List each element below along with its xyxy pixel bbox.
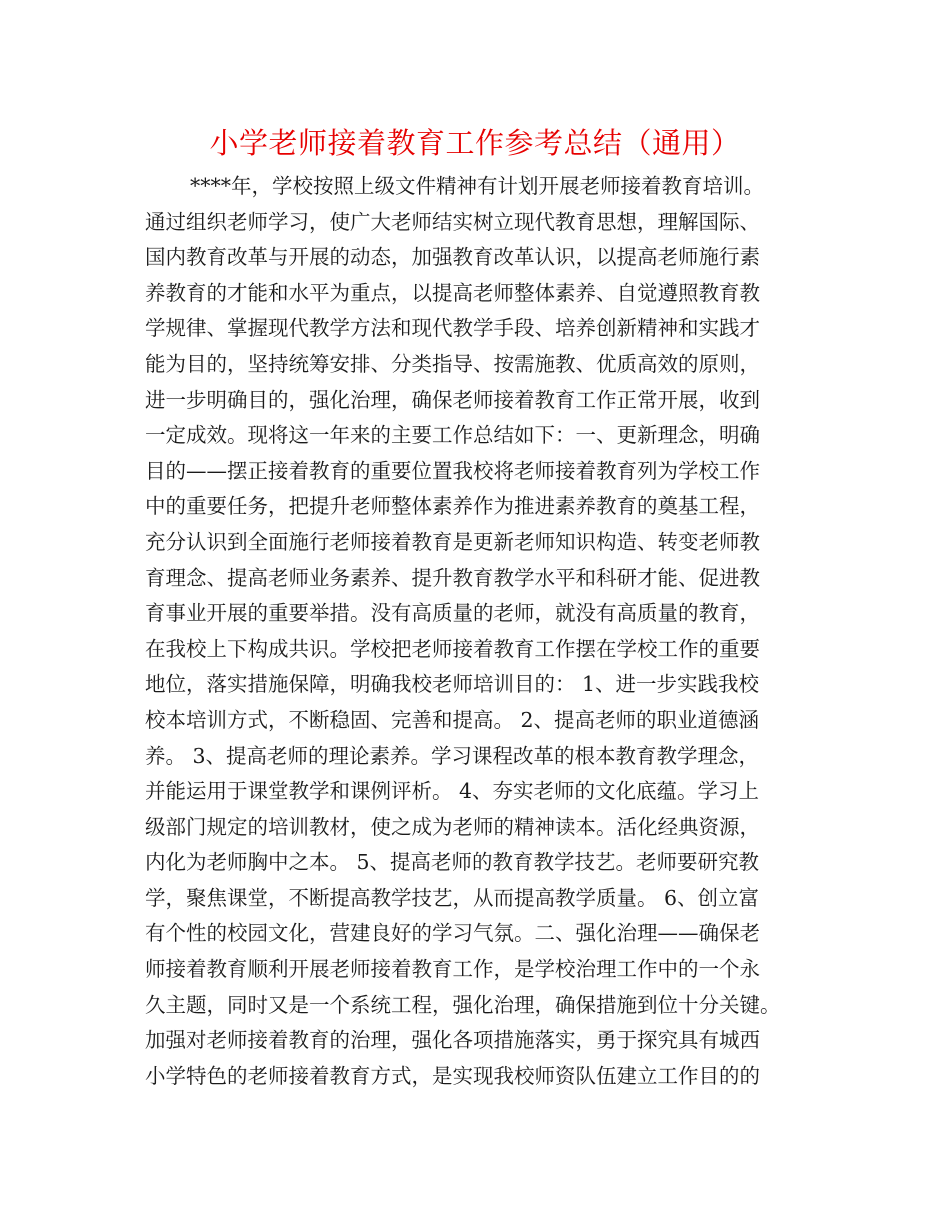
body-text-line: 级部门规定的培训教材，使之成为老师的精神读本。活化经典资源， xyxy=(145,814,760,839)
document-body xyxy=(145,169,845,1094)
body-text-line: 育理念、提高老师业务素养、提升教育教学水平和科研才能、促进教 xyxy=(145,565,760,590)
body-text-line: 加强对老师接着教育的治理，强化各项措施落实，勇于探究具有城西 xyxy=(145,1028,760,1053)
body-text-line: 通过组织老师学习，使广大老师结实树立现代教育思想，理解国际、 xyxy=(145,209,760,234)
body-text-line: 在我校上下构成共识。学校把老师接着教育工作摆在学校工作的重要 xyxy=(145,636,760,661)
body-text-line: 学规律、掌握现代教学方法和现代教学手段、培养创新精神和实践才 xyxy=(145,316,760,341)
body-text-line: 师接着教育顺利开展老师接着教育工作，是学校治理工作中的一个永 xyxy=(145,957,760,982)
body-text-line: 充分认识到全面施行老师接着教育是更新老师知识构造、转变老师教 xyxy=(145,529,760,554)
body-text-line: 国内教育改革与开展的动态，加强教育改革认识，以提高老师施行素 xyxy=(145,245,760,270)
body-text-line: 养教育的才能和水平为重点，以提高老师整体素养、自觉遵照教育教 xyxy=(145,280,760,305)
body-text-line: 进一步明确目的，强化治理，确保老师接着教育工作正常开展，收到 xyxy=(145,387,760,412)
document-title: 小学老师接着教育工作参考总结（通用） xyxy=(209,126,741,160)
body-text-line: 能为目的，坚持统筹安排、分类指导、按需施教、优质高效的原则， xyxy=(145,351,760,376)
body-text-line: ****年，学校按照上级文件精神有计划开展老师接着教育培训。 xyxy=(190,174,764,198)
body-text-line: 久主题，同时又是一个系统工程，强化治理，确保措施到位十分关键。 xyxy=(145,992,781,1017)
body-text-line: 有个性的校园文化，营建良好的学习气氛。二、强化治理——确保老 xyxy=(145,921,760,946)
body-text-line: 并能运用于课堂教学和课例评析。 4、夯实老师的文化底蕴。学习上 xyxy=(145,779,760,804)
body-text-line: 校本培训方式，不断稳固、完善和提高。 2、提高老师的职业道德涵 xyxy=(145,707,760,732)
body-text-line: 养。 3、提高老师的理论素养。学习课程改革的根本教育教学理念， xyxy=(145,743,760,768)
body-text-line: 育事业开展的重要举措。没有高质量的老师，就没有高质量的教育， xyxy=(145,601,760,626)
body-text-line: 内化为老师胸中之本。 5、提高老师的教育教学技艺。老师要研究教 xyxy=(145,850,760,875)
body-text-line: 目的——摆正接着教育的重要位置我校将老师接着教育列为学校工作 xyxy=(145,458,760,483)
body-text-line: 一定成效。现将这一年来的主要工作总结如下：一、更新理念，明确 xyxy=(145,423,760,448)
body-text-line: 学，聚焦课堂，不断提高教学技艺，从而提高教学质量。 6、创立富 xyxy=(145,885,760,910)
body-text-line: 地位，落实措施保障，明确我校老师培训目的： 1、进一步实践我校 xyxy=(145,672,760,697)
body-text-line: 中的重要任务，把提升老师整体素养作为推进素养教育的奠基工程， xyxy=(145,494,760,519)
body-text-line: 小学特色的老师接着教育方式，是实现我校师资队伍建立工作目的的 xyxy=(145,1063,760,1088)
